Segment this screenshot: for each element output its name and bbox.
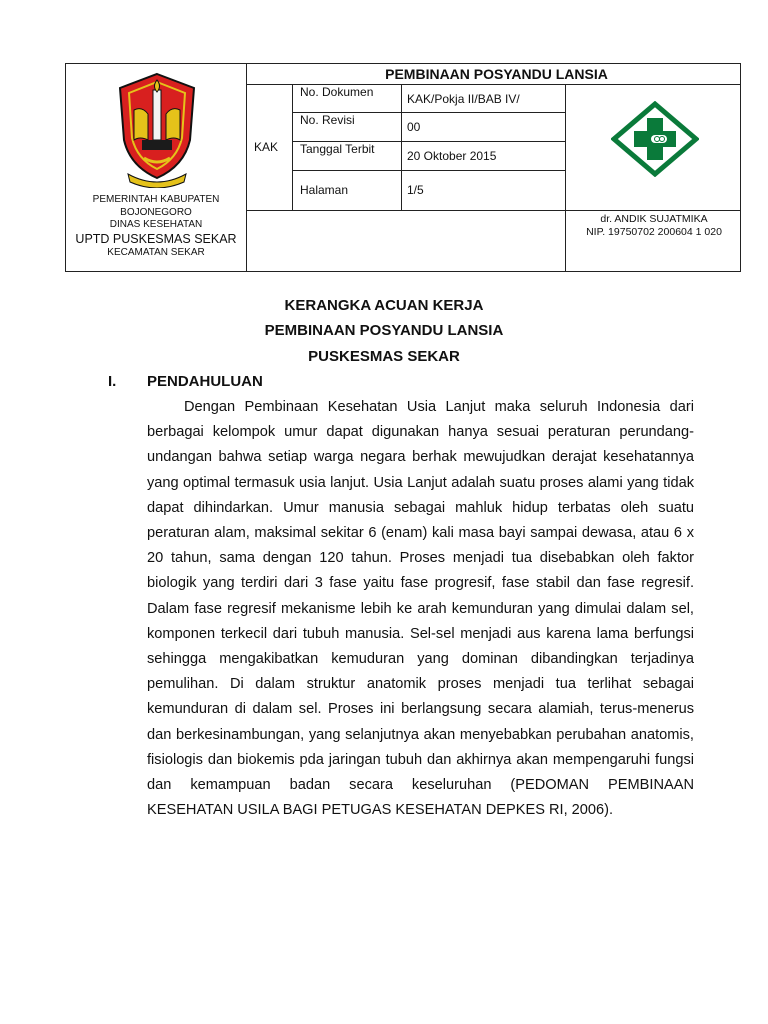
value-halaman: 1/5 [407, 183, 424, 197]
signatory-nip: NIP. 19750702 200604 1 020 [586, 226, 722, 238]
puskesmas-logo [611, 101, 699, 177]
document-header-table [65, 63, 741, 272]
signatory-block [566, 213, 742, 239]
org-line-1: PEMERINTAH KABUPATEN [92, 194, 220, 205]
kak-label: KAK [254, 140, 279, 154]
value-tanggal-terbit: 20 Oktober 2015 [407, 149, 497, 163]
body-title-line-3: PUSKESMAS SEKAR [308, 348, 460, 365]
section-number: I. [108, 373, 117, 390]
introduction-paragraph: Dengan Pembinaan Kesehatan Usia Lanjut maka seluruh Indonesia dari berbagai kelompok umur dapat digunakan hanya sesuai peraturan perundang-undangan bahwa setiap warga negara berhak mewujudkan derajat kesehatannya yang optimal termasuk usia lanjut. Usia Lanjut adalah suatu proses alami yang tidak dapat dihindarkan. Umur manusia sebagai mahluk hidup terbatas oleh suatu peraturan alam, maksimal sekitar 6 (enam) kali masa bayi sampai dewasa, atau 6 x 20 tahun, sama dengan 120 tahun. Proses menjadi tua disebabkan oleh faktor biologik yang terdiri dari 3 fase yaitu fase progresif, fase stabil dan fase regresif. Dalam fase regresif mekanisme lebih ke arah kemunduran yang dimulai dalam sel, komponen terkecil dari tubuh manusia. Sel-sel menjadi aus karena lama berfungsi sehingga mengakibatkan kemuduran yang dominan dibandingkan terjadinya pemulihan. Di dalam struktur anatomik proses menjadi tua terlihat sebagai kemunduran di dalam sel. Proses ini berlangsung secara alamiah, terus-menerus dan berkesinambungan, yang selanjutnya akan menyebabkan perubahan anatomis, fisiologis dan biokemis pda jaringan tubuh dan akhirnya akan mempengaruhi fungsi dan kemampuan badan secara keseluruhan (PEDOMAN PEMBINAAN KESEHATAN USILA BAGI PETUGAS KESEHATAN DEPKES RI, 2006). [147, 399, 694, 819]
org-line-3: DINAS KESEHATAN [109, 219, 203, 230]
issuing-organization [66, 194, 246, 259]
section-title: PENDAHULUAN [147, 373, 263, 390]
value-no-revisi: 00 [407, 120, 421, 134]
label-no-revisi: No. Revisi [300, 113, 355, 127]
signatory-name: dr. ANDIK SUJATMIKA [600, 213, 708, 225]
label-halaman: Halaman [300, 183, 349, 197]
org-unit: UPTD PUSKESMAS SEKAR [75, 231, 237, 246]
org-district: KECAMATAN SEKAR [107, 246, 205, 258]
document-title: PEMBINAAN POSYANDU LANSIA [385, 66, 608, 82]
value-no-dokumen: KAK/Pokja II/BAB IV/ [407, 92, 520, 106]
body-title-line-2: PEMBINAAN POSYANDU LANSIA [264, 322, 504, 339]
label-no-dokumen: No. Dokumen [300, 85, 374, 99]
label-tanggal-terbit: Tanggal Terbit [300, 142, 375, 156]
org-line-2: BOJONEGORO [120, 206, 192, 218]
bojonegoro-emblem-logo [114, 70, 200, 188]
body-title-line-1: KERANGKA ACUAN KERJA [284, 297, 484, 314]
